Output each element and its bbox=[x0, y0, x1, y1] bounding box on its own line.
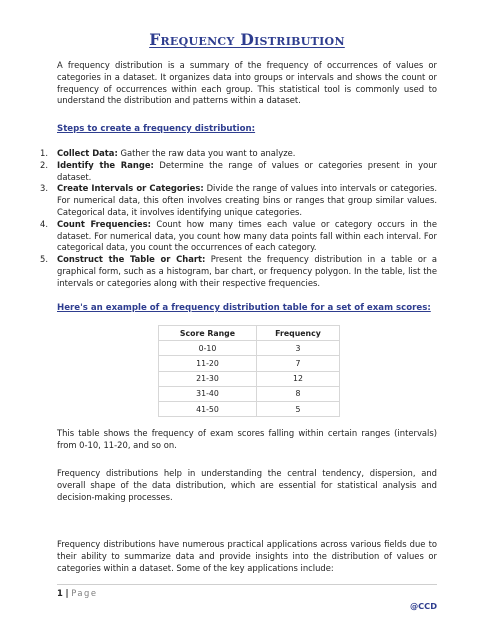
step-number: 3. bbox=[40, 183, 48, 194]
intro-paragraph: A frequency distribution is a summary of the frequency of occurrences of values or categories in a dataset. It organizes data into groups or intervals and shows the count or frequency of occurrences within each group. This statistical tool is commonly used to understand the distribution and patterns within a dataset. bbox=[57, 60, 437, 106]
step-item bbox=[40, 159, 438, 184]
table-row bbox=[159, 341, 340, 356]
step-item bbox=[40, 148, 437, 160]
step-text: Divide the range of values into intervals or categories. For numerical data, this often involves creating bins or ranges that group similar values. Categorical data, it involves identifying unique categories. bbox=[57, 183, 438, 217]
score-range-cell: 11-20 bbox=[159, 356, 257, 371]
score-range-cell: 21-30 bbox=[159, 371, 257, 386]
frequency-table bbox=[158, 325, 340, 417]
step-term: Construct the Table or Chart: bbox=[57, 254, 206, 265]
score-range-cell: 41-50 bbox=[159, 401, 257, 416]
step-text: Present the frequency distribution in a table or a graphical form, such as a histogram, bar chart, or frequency polygon. In the table, list the intervals or categories along with their respective frequencies. bbox=[57, 254, 437, 288]
footer-credit: @CCD bbox=[409, 601, 437, 611]
page-number-value: 1 bbox=[57, 588, 63, 598]
table-note-paragraph: This table shows the frequency of exam scores falling within certain ranges (intervals) from 0-10, 11-20, and so on. bbox=[57, 428, 437, 450]
step-term: Count Frequencies: bbox=[57, 218, 151, 229]
help-paragraph: Frequency distributions help in understanding the central tendency, dispersion, and overall shape of the data distribution, which are essential for statistical analysis and decision-making processes. bbox=[57, 468, 437, 502]
frequency-cell: 3 bbox=[257, 341, 340, 356]
step-item bbox=[40, 254, 437, 289]
frequency-cell: 5 bbox=[257, 401, 340, 416]
step-number: 2. bbox=[40, 159, 48, 170]
column-header-score-range: Score Range bbox=[159, 326, 257, 341]
table-header-row bbox=[159, 326, 340, 341]
example-heading: Here's an example of a frequency distribution table for a set of exam scores: bbox=[57, 303, 431, 313]
step-text: Count how many times each value or category occurs in the dataset. For numerical data, you count how many data points fall within each interval. For categorical data, you count the occurrences of each category. bbox=[57, 218, 437, 253]
frequency-cell: 12 bbox=[257, 371, 340, 386]
step-item bbox=[40, 183, 438, 218]
table-row bbox=[159, 401, 340, 416]
table-row bbox=[159, 371, 340, 386]
step-text: Determine the range of values or categories present in your dataset. bbox=[57, 159, 438, 182]
table-row bbox=[159, 386, 340, 401]
applications-paragraph: Frequency distributions have numerous practical applications across various fields due to their ability to summarize data and provide insights into the distribution of values or categories within a dataset. Some of the key applications include: bbox=[57, 539, 437, 573]
step-term: Collect Data: bbox=[57, 148, 118, 158]
step-number: 1. bbox=[40, 148, 48, 158]
footer-divider bbox=[57, 584, 437, 585]
step-number: 5. bbox=[40, 254, 48, 265]
frequency-cell: 7 bbox=[257, 356, 340, 371]
step-number: 4. bbox=[40, 218, 48, 229]
step-term: Create Intervals or Categories: bbox=[57, 183, 204, 194]
page-number bbox=[57, 588, 98, 598]
document-title: Frequency Distribution bbox=[149, 30, 345, 49]
page-word: Page bbox=[71, 588, 98, 598]
table-row bbox=[159, 356, 340, 371]
step-term: Identify the Range: bbox=[57, 159, 154, 170]
step-text: Gather the raw data you want to analyze. bbox=[117, 148, 296, 158]
steps-heading: Steps to create a frequency distribution: bbox=[57, 124, 256, 134]
column-header-frequency: Frequency bbox=[257, 326, 340, 341]
score-range-cell: 31-40 bbox=[159, 386, 257, 401]
frequency-cell: 8 bbox=[257, 386, 340, 401]
step-item bbox=[40, 218, 437, 254]
score-range-cell: 0-10 bbox=[159, 341, 257, 356]
page-separator: | bbox=[65, 588, 69, 598]
steps-list bbox=[40, 148, 438, 290]
